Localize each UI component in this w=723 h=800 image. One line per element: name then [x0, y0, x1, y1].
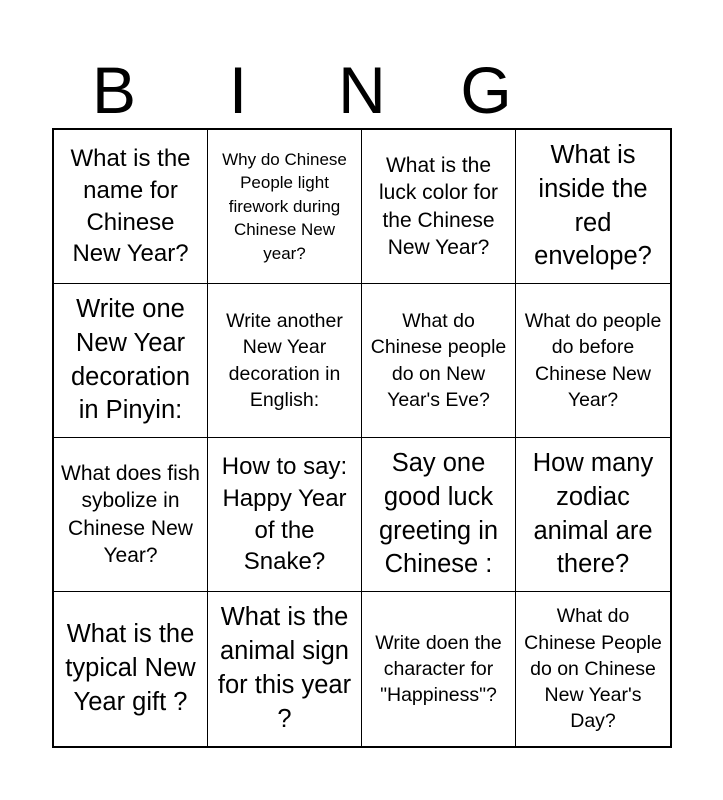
- cell-text: Write doen the character for "Happiness"?: [375, 631, 502, 707]
- cell-text: What does fish sybolize in Chinese New Year?: [61, 461, 200, 567]
- cell-text: What is the typical New Year gift ?: [65, 620, 196, 716]
- cell-text: What do Chinese people do on New Year's Eve?: [370, 309, 507, 411]
- bingo-cell[interactable]: [54, 438, 208, 592]
- cell-text: Why do Chinese People light firework during Chinese New year?: [222, 149, 347, 263]
- cell-text: What is inside the red envelope?: [534, 140, 652, 271]
- bingo-cell[interactable]: [208, 592, 362, 746]
- cell-text: Write another New Year decoration in English:: [226, 309, 343, 411]
- cell-text: What is the luck color for the Chinese New Year?: [378, 153, 499, 259]
- header-letter-i: I: [228, 53, 248, 127]
- header-letter-o: [548, 52, 672, 128]
- bingo-cell[interactable]: [208, 438, 362, 592]
- cell-text: What is the animal sign for this year ?: [217, 603, 352, 733]
- bingo-header: [52, 52, 672, 128]
- bingo-cell[interactable]: [516, 284, 670, 438]
- bingo-cell[interactable]: [516, 592, 670, 746]
- bingo-cell[interactable]: [54, 130, 208, 284]
- bingo-cell[interactable]: [516, 130, 670, 284]
- cell-text: How to say: Happy Year of the Snake?: [221, 452, 348, 576]
- bingo-grid: [52, 128, 672, 748]
- bingo-cell[interactable]: [208, 130, 362, 284]
- bingo-cell[interactable]: [54, 284, 208, 438]
- bingo-cell[interactable]: [208, 284, 362, 438]
- header-letter-n: N: [338, 53, 386, 127]
- cell-text: Write one New Year decoration in Pinyin:: [70, 294, 191, 425]
- cell-text: What do Chinese People do on Chinese New Year's Day?: [524, 605, 662, 733]
- header-letter-g: G: [460, 53, 512, 127]
- bingo-cell[interactable]: [362, 438, 516, 592]
- bingo-cell[interactable]: [516, 438, 670, 592]
- bingo-cell[interactable]: [362, 592, 516, 746]
- bingo-cell[interactable]: [54, 592, 208, 746]
- cell-text: What do people do before Chinese New Year?: [524, 309, 662, 411]
- bingo-cell[interactable]: [362, 284, 516, 438]
- header-letter-b: B: [91, 53, 137, 127]
- cell-text: Say one good luck greeting in Chinese :: [378, 448, 499, 579]
- bingo-cell[interactable]: [362, 130, 516, 284]
- cell-text: How many zodiac animal are there?: [532, 448, 654, 579]
- cell-text: What is the name for Chinese New Year?: [70, 144, 191, 268]
